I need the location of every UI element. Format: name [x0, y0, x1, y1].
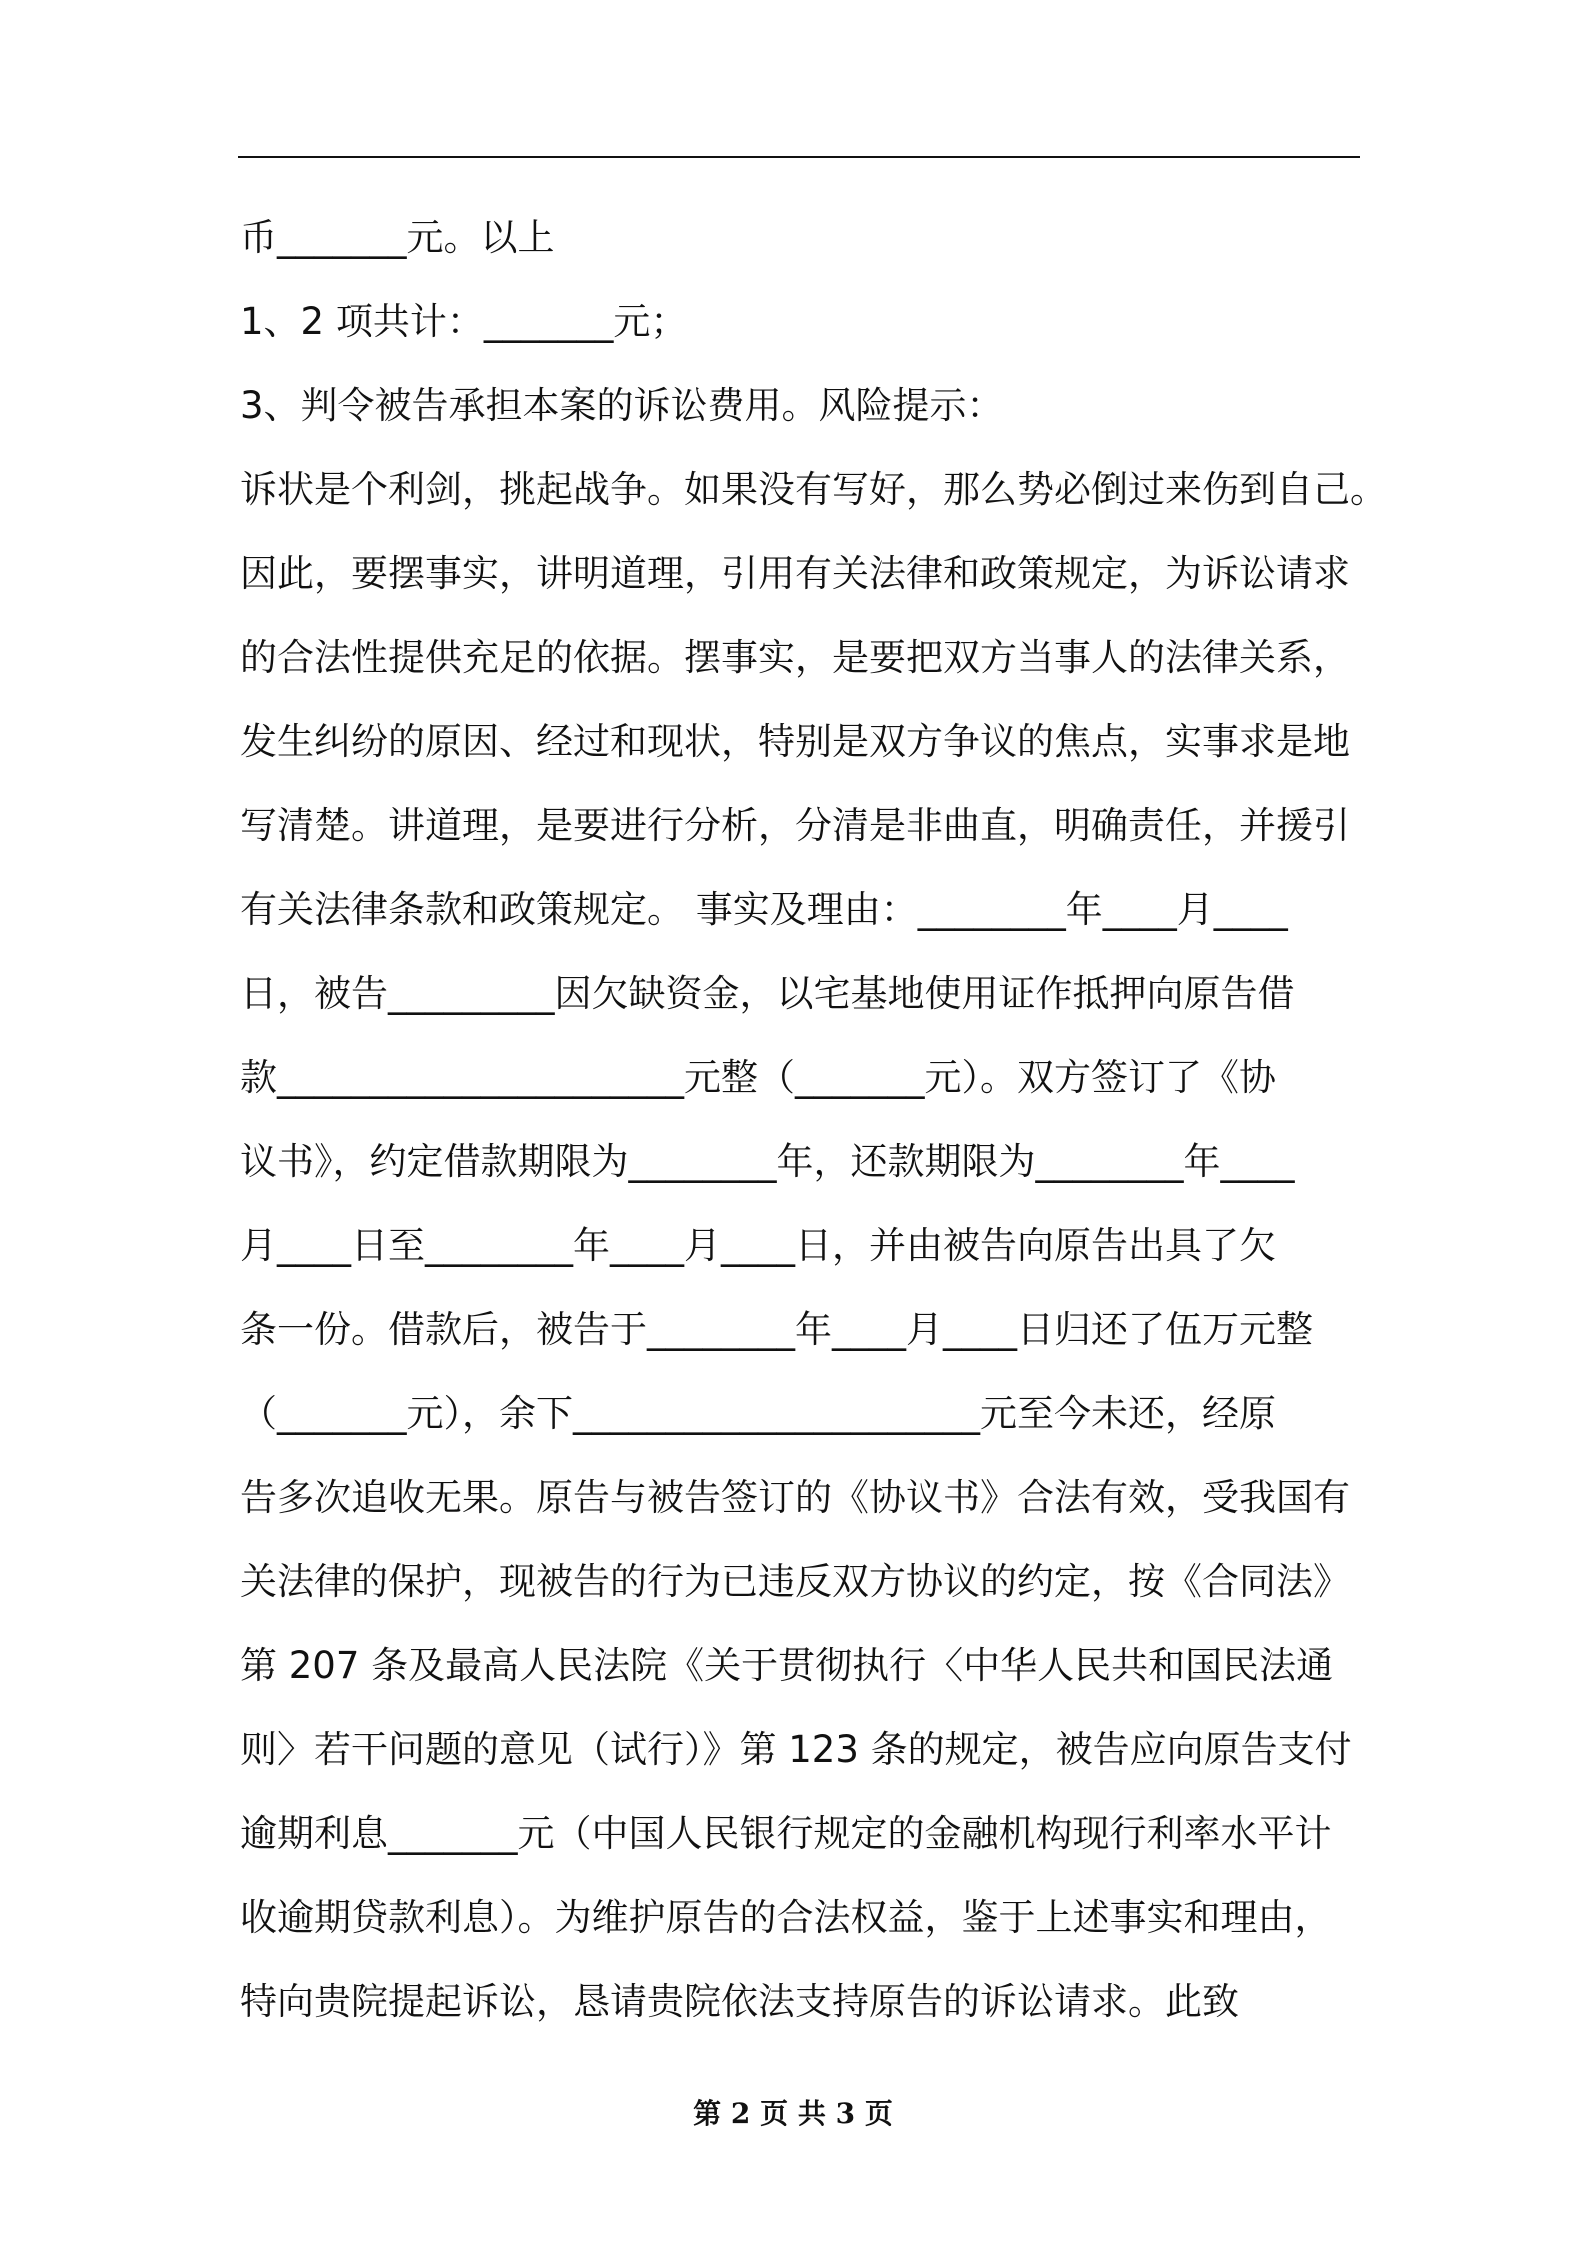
- text-line: 币_______元。以上: [240, 216, 555, 259]
- text-line: 特向贵院提起诉讼，恳请贵院依法支持原告的诉讼请求。此致: [240, 1980, 1239, 2023]
- text-line: 有关法律条款和政策规定。 事实及理由：________年____月____: [240, 888, 1288, 931]
- page-footer: 第 2 页 共 3 页: [693, 2097, 893, 2130]
- text-line: 告多次追收无果。原告与被告签订的《协议书》合法有效，受我国有: [240, 1476, 1350, 1519]
- text-line: 写清楚。讲道理，是要进行分析，分清是非曲直，明确责任，并援引: [240, 804, 1350, 847]
- text-line: （_______元），余下______________________元至今未还，经原: [240, 1392, 1276, 1435]
- text-line: 款______________________元整（_______元）。双方签订了《协: [240, 1056, 1276, 1099]
- document-body: [240, 196, 1387, 2044]
- text-line: 日，被告_________因欠缺资金，以宅基地使用证作抵押向原告借: [240, 972, 1295, 1015]
- header-rule: [238, 156, 1360, 158]
- text-line: 关法律的保护，现被告的行为已违反双方协议的约定，按《合同法》: [240, 1560, 1350, 1603]
- text-line: 的合法性提供充足的依据。摆事实，是要把双方当事人的法律关系，: [240, 636, 1350, 679]
- text-line: 因此，要摆事实，讲明道理，引用有关法律和政策规定，为诉讼请求: [240, 552, 1350, 595]
- text-line: 3、判令被告承担本案的诉讼费用。风险提示：: [240, 384, 1004, 427]
- text-line: 月____日至________年____月____日，并由被告向原告出具了欠: [240, 1224, 1276, 1267]
- text-line: 收逾期贷款利息）。为维护原告的合法权益，鉴于上述事实和理由，: [240, 1896, 1332, 1939]
- text-line: 逾期利息_______元（中国人民银行规定的金融机构现行利率水平计: [240, 1812, 1332, 1855]
- text-line: 诉状是个利剑，挑起战争。如果没有写好，那么势必倒过来伤到自己。: [240, 468, 1387, 511]
- text-line: 则〉若干问题的意见（试行）》第 123 条的规定，被告应向原告支付: [240, 1728, 1352, 1771]
- text-line: 议书》，约定借款期限为________年，还款期限为________年____: [240, 1140, 1295, 1183]
- text-line: 发生纠纷的原因、经过和现状，特别是双方争议的焦点，实事求是地: [240, 720, 1350, 763]
- text-line: 1、2 项共计：_______元；: [240, 300, 688, 343]
- text-line: 条一份。借款后，被告于________年____月____日归还了伍万元整: [240, 1308, 1313, 1351]
- text-line: 第 207 条及最高人民法院《关于贯彻执行〈中华人民共和国民法通: [240, 1644, 1334, 1687]
